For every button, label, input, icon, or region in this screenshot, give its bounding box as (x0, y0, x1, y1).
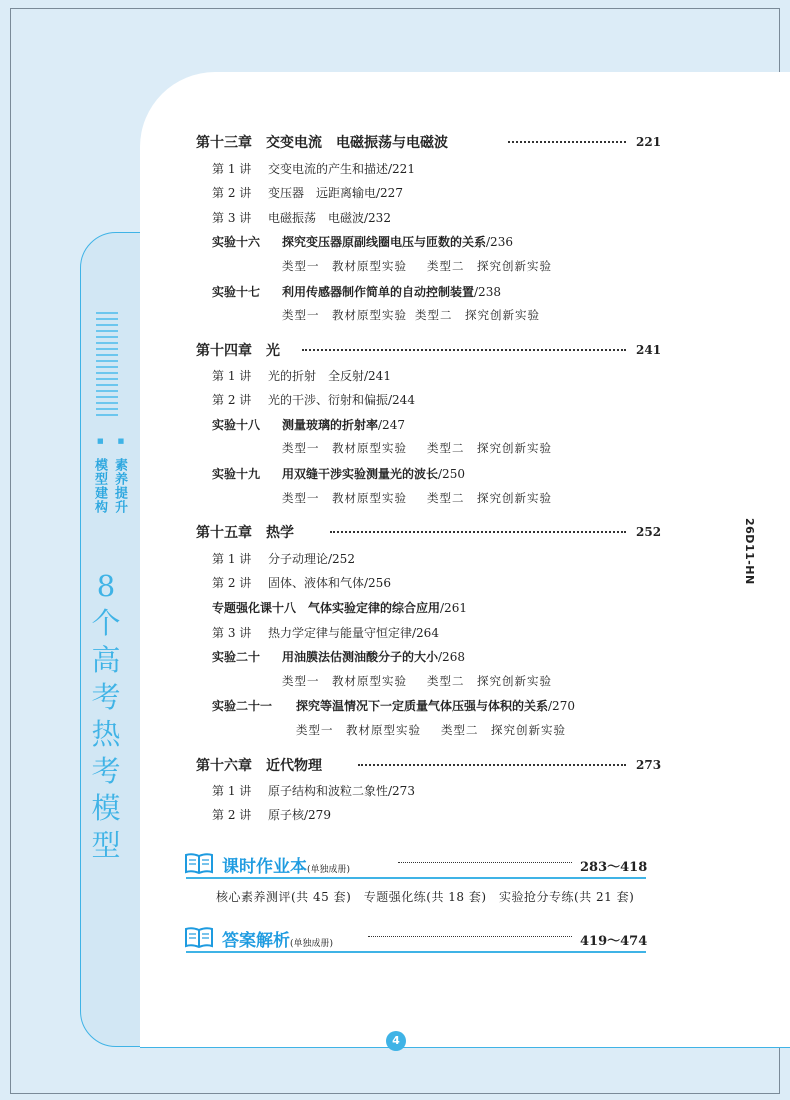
chapter-16-heading[interactable]: 第十六章 近代物理 (196, 758, 322, 774)
toc-experiment[interactable]: 实验二十 用油膜法估测油酸分子的大小/268 (212, 650, 465, 664)
toc-entry[interactable]: 第 1 讲 光的折射 全反射/241 (212, 369, 391, 383)
leader-dots (358, 764, 626, 766)
book-icon (184, 852, 214, 874)
sidebar-label-2: 模型建构 (92, 458, 107, 514)
toc-entry[interactable]: 第 1 讲 原子结构和波粒二象性/273 (212, 784, 415, 798)
sidebar-title: 8 个 高 考 热 考 模 型 (91, 569, 121, 862)
leader-dots (398, 862, 572, 863)
chapter-15-heading[interactable]: 第十五章 热学 (196, 525, 294, 541)
section-underline (186, 951, 646, 953)
toc-type-row: 类型一 教材原型实验 类型二 探究创新实验 (296, 723, 566, 737)
toc-entry[interactable]: 第 2 讲 变压器 远距离输电/227 (212, 186, 403, 200)
leader-dots (330, 531, 626, 533)
toc-entry[interactable]: 第 2 讲 固体、液体和气体/256 (212, 576, 391, 590)
homework-heading[interactable]: 课时作业本(单独成册) (222, 857, 351, 877)
page-number-badge: 4 (386, 1031, 406, 1051)
chapter-13-heading[interactable]: 第十三章 交变电流 电磁振荡与电磁波 (196, 135, 448, 151)
chapter-16-page: 273 (636, 758, 662, 772)
toc-type-row: 类型一 教材原型实验 类型二 探究创新实验 (282, 308, 540, 322)
toc-type-row: 类型一 教材原型实验 类型二 探究创新实验 (282, 441, 552, 455)
toc-experiment[interactable]: 实验十九 用双缝干涉实验测量光的波长/250 (212, 467, 465, 481)
toc-experiment[interactable]: 实验二十一 探究等温情况下一定质量气体压强与体积的关系/270 (212, 699, 575, 713)
section-underline (186, 877, 646, 879)
toc-entry[interactable]: 第 2 讲 光的干涉、衍射和偏振/244 (212, 393, 415, 407)
homework-pages: 283～418 (580, 860, 648, 875)
leader-dots (302, 349, 626, 351)
stripe-decoration (96, 312, 118, 417)
sidebar-label-1: 素养提升 (112, 458, 127, 514)
homework-detail: 核心素养测评(共 45 套) 专题强化练(共 18 套) 实验抢分专练(共 21 套) (216, 890, 635, 904)
chapter-14-page: 241 (636, 343, 662, 357)
side-code: 26D11-HN (743, 518, 756, 585)
leader-dots (368, 936, 572, 937)
toc-entry[interactable]: 第 1 讲 分子动理论/252 (212, 552, 355, 566)
toc-entry[interactable]: 第 3 讲 热力学定律与能量守恒定律/264 (212, 626, 439, 640)
toc-experiment[interactable]: 实验十八 测量玻璃的折射率/247 (212, 418, 405, 432)
toc-entry[interactable]: 第 2 讲 原子核/279 (212, 808, 331, 822)
toc-entry[interactable]: 第 3 讲 电磁振荡 电磁波/232 (212, 211, 391, 225)
chapter-14-heading[interactable]: 第十四章 光 (196, 343, 280, 359)
chapter-13-page: 221 (636, 135, 662, 149)
answers-pages: 419～474 (580, 934, 648, 949)
book-icon (184, 926, 214, 948)
toc-experiment[interactable]: 实验十六 探究变压器原副线圈电压与匝数的关系/236 (212, 235, 513, 249)
toc-type-row: 类型一 教材原型实验 类型二 探究创新实验 (282, 259, 552, 273)
toc-entry[interactable]: 第 1 讲 交变电流的产生和描述/221 (212, 162, 415, 176)
answers-heading[interactable]: 答案解析(单独成册) (222, 931, 334, 951)
toc-type-row: 类型一 教材原型实验 类型二 探究创新实验 (282, 491, 552, 505)
toc-type-row: 类型一 教材原型实验 类型二 探究创新实验 (282, 674, 552, 688)
toc-special-course[interactable]: 专题强化课十八 气体实验定律的综合应用/261 (212, 601, 467, 615)
leader-dots (508, 141, 626, 143)
chapter-15-page: 252 (636, 525, 662, 539)
toc-experiment[interactable]: 实验十七 利用传感器制作简单的自动控制装置/238 (212, 285, 501, 299)
dot-decoration: ■■ (97, 437, 139, 445)
